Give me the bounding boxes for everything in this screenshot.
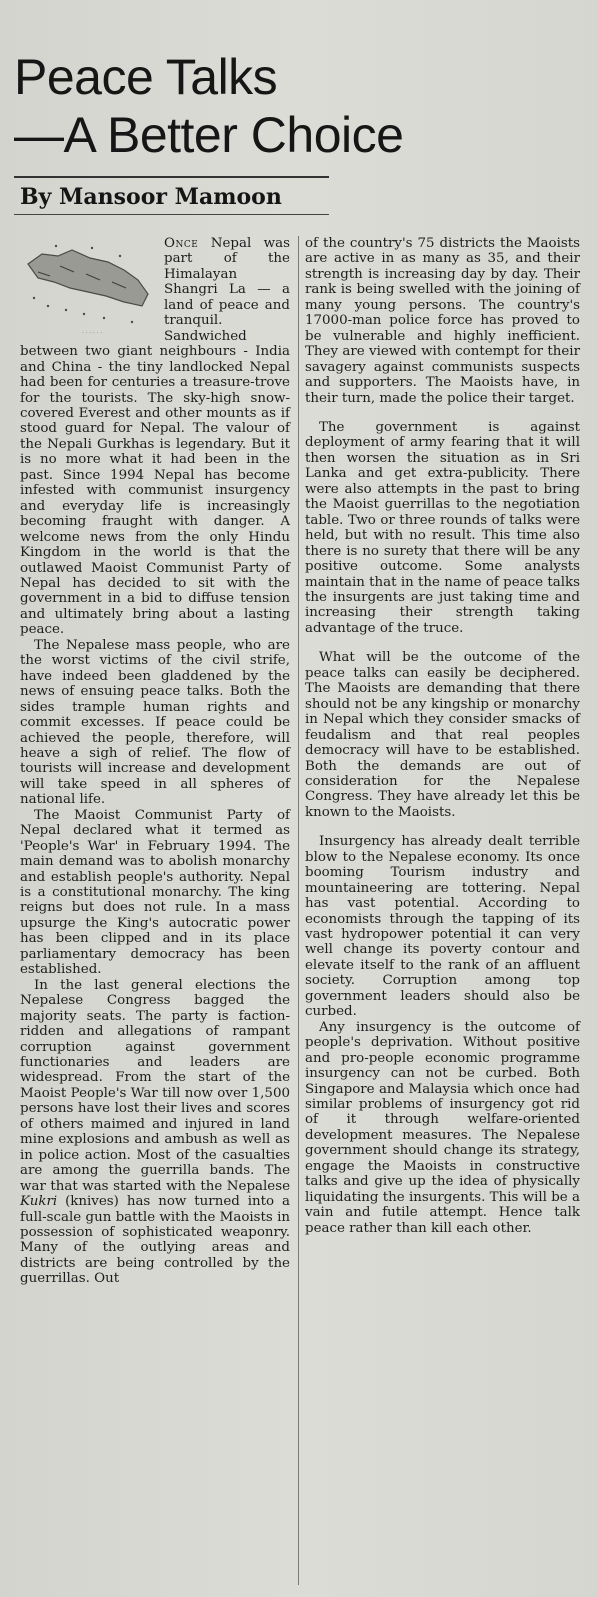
byline-rule-top xyxy=(14,176,329,178)
column-divider xyxy=(298,236,299,1585)
paragraph-right-5: Any insurgency is the outcome of people's deprivation. Without positive and pro-people economic programme insurgency can not be curbed. Both Singapore and Malaysia which once had similar problems of insurgency got rid of it through welfare-oriented development measures. The Nepalese government should change its strategy, engage the Maoists in constructive talks and give up the idea of physically liquidating the insurgents. This will be a vain and futile attempt. Hence talk peace rather than kill each other. xyxy=(305,1019,580,1236)
byline-rule-bottom xyxy=(14,214,329,215)
article-column-left xyxy=(20,236,290,1287)
kukri-italic: Kukri xyxy=(20,1194,58,1210)
lead-word: Once xyxy=(164,236,199,251)
headline-line-2: —A Better Choice xyxy=(14,106,404,163)
paragraph-left-2: The Nepalese mass people, who are the worst victims of the civil strife, have indeed been gladdened by the news of ensuing peace talks. Both the sides trample human rights and commit excesses. If peace could be achieved the people, therefore, will heave a sigh of relief. The flow of tourists will increase and development will take speed in all spheres of national life. xyxy=(20,637,290,808)
article-column-right xyxy=(305,236,580,1236)
paragraph-right-3: What will be the outcome of the peace talks can easily be deciphered. The Maoists are demanding that there should not be any kingship or monarchy in Nepal which they consider smacks of feudalism and that real peoples democracy will have to be established. Both the demands are out of consideration for the Nepalese Congress. They have already let this be known to the Maoists. xyxy=(305,650,580,820)
paragraph-left-4: In the last general elections the Nepalese Congress bagged the majority seats. The party is faction-ridden and allegations of rampant corruption against government functionaries and leaders are widespread. From the start of the Maoist People's War till now over 1,500 persons have lost their lives and scores of others maimed and injured in land mine explosions and ambush as well as in police action. Most of the casualties are among the guerrilla bands. The war that was started with the Nepalese Kukri (knives) has now turned into a full-scale gun battle with the Maoists in possession of sophisticated weaponry. Many of the outlying areas and districts are being controlled by the guerrillas. Out xyxy=(20,977,290,1287)
paragraph-right-2: The government is against deployment of army fearing that it will then worsen the situation as in Sri Lanka and get extra-publicity. There were also attempts in the past to bring the Maoist guerrillas to the negotiation table. Two or three rounds of talks were held, but with no result. This time also there is no surety that there will be any positive outcome. Some analysts maintain that in the name of peace talks the insurgents are just taking time and increasing their strength taking advantage of the truce. xyxy=(305,419,580,636)
nepal-map-icon xyxy=(20,236,160,341)
paragraph-left-3: The Maoist Communist Party of Nepal declared what it termed as 'People's War' in February 1994. The main demand was to abolish monarchy and establish people's authority. Nepal is a constitutional monarchy. The king reigns but does not rule. In a mass upsurge the King's autocratic power has been clipped and in its place parliamentary democracy has been established. xyxy=(20,807,290,978)
paragraph-right-4: Insurgency has already dealt terrible blow to the Nepalese economy. Its once booming Tourism industry and mountaineering are tottering. Nepal has vast potential. According to economists through the tapping of its vast hydropower potential it can very well change its poverty contour and elevate itself to the rank of an affluent society. Corruption among top government leaders should also be curbed. xyxy=(305,834,580,1020)
svg-text:· · · · · ·: · · · · · · xyxy=(82,330,103,336)
byline: By Mansoor Mamoon xyxy=(20,184,282,210)
headline xyxy=(14,48,584,164)
headline-line-1: Peace Talks xyxy=(14,48,278,105)
paragraph-left-1: Nepal was part of the Himalayan Shangri La — a land of peace and tranquil. Sandwiched between two giant neighbours - India and China - the tiny landlocked Nepal had been for centuries a treasure-trove for the tourists. The sky-high snow-covered Everest and other mounts as if stood guard for Nepal. The valour of the Nepali Gurkhas is legendary. But it is no more what it had been in the past. Since 1994 Nepal has become infested with communist insurgency and everyday life is increasingly becoming fraught with danger. A welcome news from the only Hindu Kingdom in the world is that the outlawed Maoist Communist Party of Nepal has decided to sit with the government in a bid to diffuse tension and ultimately bring about a lasting peace. xyxy=(20,236,290,638)
paragraph-right-1: of the country's 75 districts the Maoists are active in as many as 35, and their strength is increasing day by day. Their rank is being swelled with the joining of many young persons. The country's 17000-man police force has proved to be vulnerable and highly inefficient. They are viewed with contempt for their savagery against communists suspects and supporters. The Maoists have, in their turn, made the police their target. xyxy=(305,236,580,406)
